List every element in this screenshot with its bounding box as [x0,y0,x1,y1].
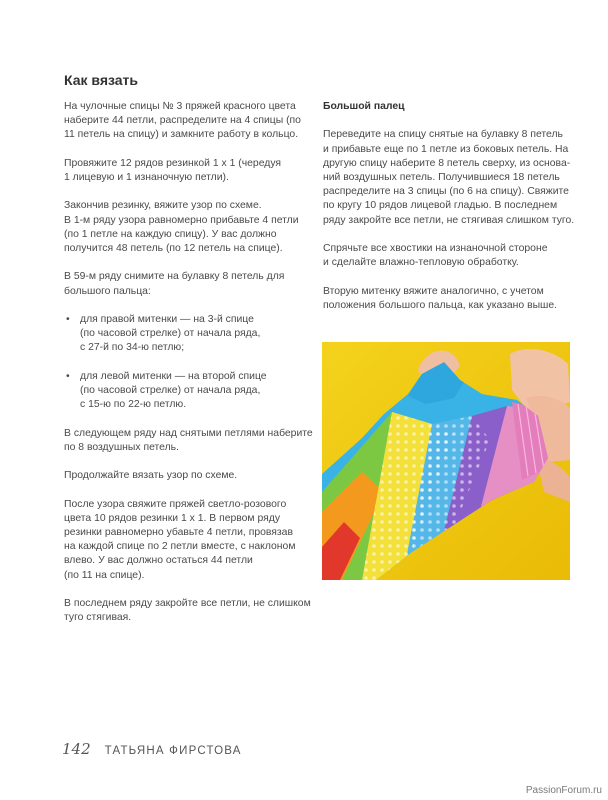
paragraph-thumb-stitches: В 59-м ряду снимите на булавку 8 петель для большого пальца: [64,271,285,297]
paragraph-thumb: Переведите на спицу снятые на булавку 8 петель и прибавьте еще по 1 петле из боковых петель. На другую спицу наберите 8 петель сверху, из основа- ний воздушных петель. Получившиеся 18 петель распределите на 3 спицы (по 6 на спицу). Свяжите по кругу 10 рядов лицевой гладью. В последнем ряду закройте все петли, не стягивая слишком туго. [323,129,575,226]
subsection-title: Большой палец [323,101,405,112]
thumb-column [323,100,575,327]
paragraph-second-mitten: Вторую митенку вяжите аналогично, с учетом положения большого пальца, как указано выше. [323,285,558,311]
paragraph-cast-on: На чулочные спицы № 3 пряжей красного цвета наберите 44 петли, распределите на 4 спицы (по 11 петель на спицу) и замкните работу в кольцо. [64,101,301,141]
page-footer [62,740,242,760]
instructions-column [64,100,313,640]
paragraph-chain-stitches: В следующем ряду над снятыми петлями наберите по 8 воздушных петель. [64,427,313,453]
paragraph-pattern: Закончив резинку, вяжите узор по схеме. В 1-м ряду узора равномерно прибавьте 4 петли (по 1 петле на каждую спицу). У вас должно получится 48 петель (по 12 петель на спице). [64,200,299,254]
paragraph-final-ribbing: После узора свяжите пряжей светло-розового цвета 10 рядов резинки 1 х 1. В первом ряду резинки равномерно убавьте 4 петли, провязав на каждой спице по 2 петли вместе, с наклоном влево. У вас должно остаться 44 петли (по 11 на спице). [64,498,296,581]
mitten-photo [322,342,570,580]
author-name: ТАТЬЯНА ФИРСТОВА [104,745,242,757]
mitten-illustration [322,342,570,580]
watermark: PassionForum.ru [525,785,602,796]
page-number: 142 [62,740,91,758]
paragraph-continue: Продолжайте вязать узор по схеме. [64,470,238,482]
paragraph-ribbing: Провяжите 12 рядов резинкой 1 х 1 (чередуя 1 лицевую и 1 изнаночную петли). [64,157,282,183]
paragraph-bind-off: В последнем ряду закройте все петли, не слишком туго стягивая. [64,597,311,624]
section-title: Как вязать [64,72,139,88]
list-item-right-mitten: • для правой митенки — на 3-й спице (по часовой стрелке) от начала ряда, с 27-й по 34-ю петлю; [64,313,304,356]
list-item-left-mitten: • для левой митенки — на второй спице (по часовой стрелке) от начала ряда, с 15-ю по 22-ю петлю. [64,370,304,413]
paragraph-finishing: Спрячьте все хвостики на изнаночной стороне и сделайте влажно-тепловую обработку. [323,243,548,269]
